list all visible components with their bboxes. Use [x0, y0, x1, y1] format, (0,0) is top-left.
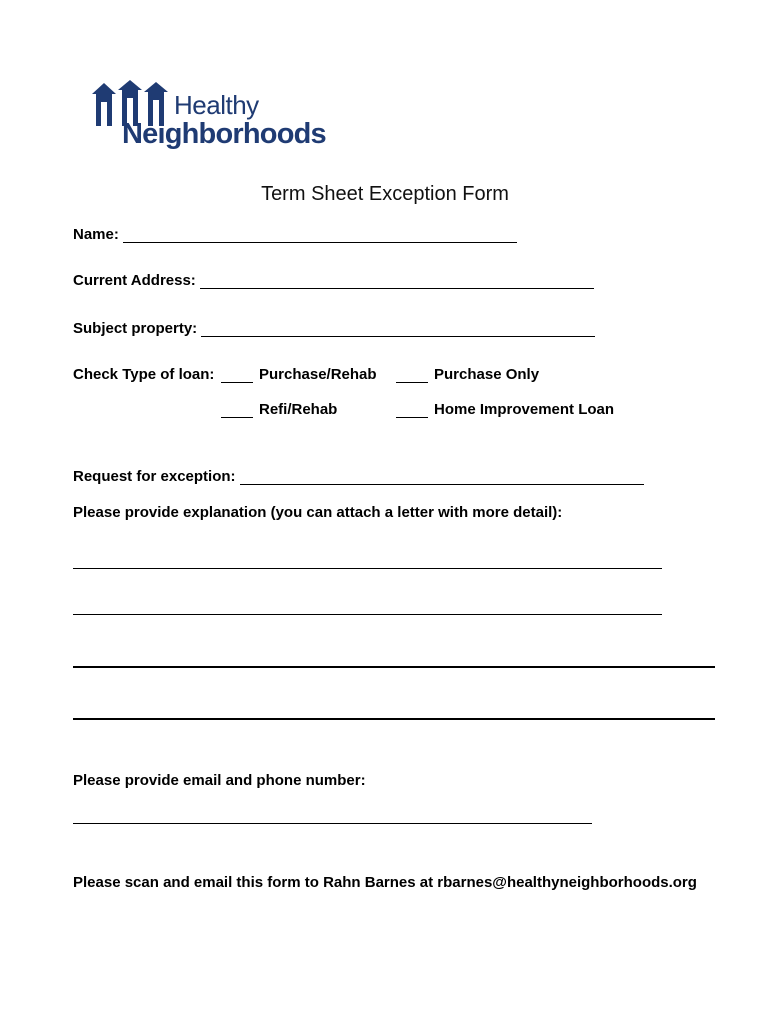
request-exception-input-line[interactable] [240, 470, 644, 485]
explanation-prompt: Please provide explanation (you can attach a letter with more detail): [73, 504, 563, 521]
loan-option-purchase-only[interactable] [396, 366, 539, 383]
subject-property-field [73, 320, 595, 337]
purchase-rehab-checkbox-line[interactable] [221, 368, 253, 383]
name-input-line[interactable] [123, 228, 517, 243]
request-exception-field [73, 468, 644, 485]
loan-type-field [73, 366, 214, 383]
explanation-line-2[interactable] [73, 614, 662, 615]
explanation-line-1[interactable] [73, 568, 662, 569]
healthy-neighborhoods-logo [92, 80, 332, 152]
loan-type-label: Check Type of loan: [73, 366, 215, 383]
subject-property-label: Subject property: [73, 320, 198, 337]
home-improvement-checkbox-line[interactable] [396, 403, 428, 418]
name-label: Name: [73, 226, 119, 243]
home-improvement-label: Home Improvement Loan [434, 401, 615, 418]
refi-rehab-label: Refi/Rehab [259, 401, 338, 418]
explanation-line-4[interactable] [73, 718, 715, 720]
logo-text-neighborhoods: Neighborhoods [122, 118, 326, 150]
logo-text-healthy: Healthy [174, 90, 259, 120]
footer-instruction: Please scan and email this form to Rahn Barnes at rbarnes@healthyneighborhoods.org [73, 874, 697, 891]
contact-prompt: Please provide email and phone number: [73, 772, 366, 789]
purchase-only-checkbox-line[interactable] [396, 368, 428, 383]
purchase-rehab-label: Purchase/Rehab [259, 366, 377, 383]
current-address-field [73, 272, 594, 289]
current-address-input-line[interactable] [200, 274, 594, 289]
current-address-label: Current Address: [73, 272, 196, 289]
loan-option-purchase-rehab[interactable] [221, 366, 377, 383]
explanation-line-3[interactable] [73, 666, 715, 668]
request-exception-label: Request for exception: [73, 468, 236, 485]
contact-input-line[interactable] [73, 823, 592, 824]
form-title: Term Sheet Exception Form [261, 183, 509, 205]
loan-option-home-improvement[interactable] [396, 401, 614, 418]
name-field [73, 226, 517, 243]
subject-property-input-line[interactable] [201, 322, 595, 337]
loan-option-refi-rehab[interactable] [221, 401, 337, 418]
purchase-only-label: Purchase Only [434, 366, 540, 383]
refi-rehab-checkbox-line[interactable] [221, 403, 253, 418]
